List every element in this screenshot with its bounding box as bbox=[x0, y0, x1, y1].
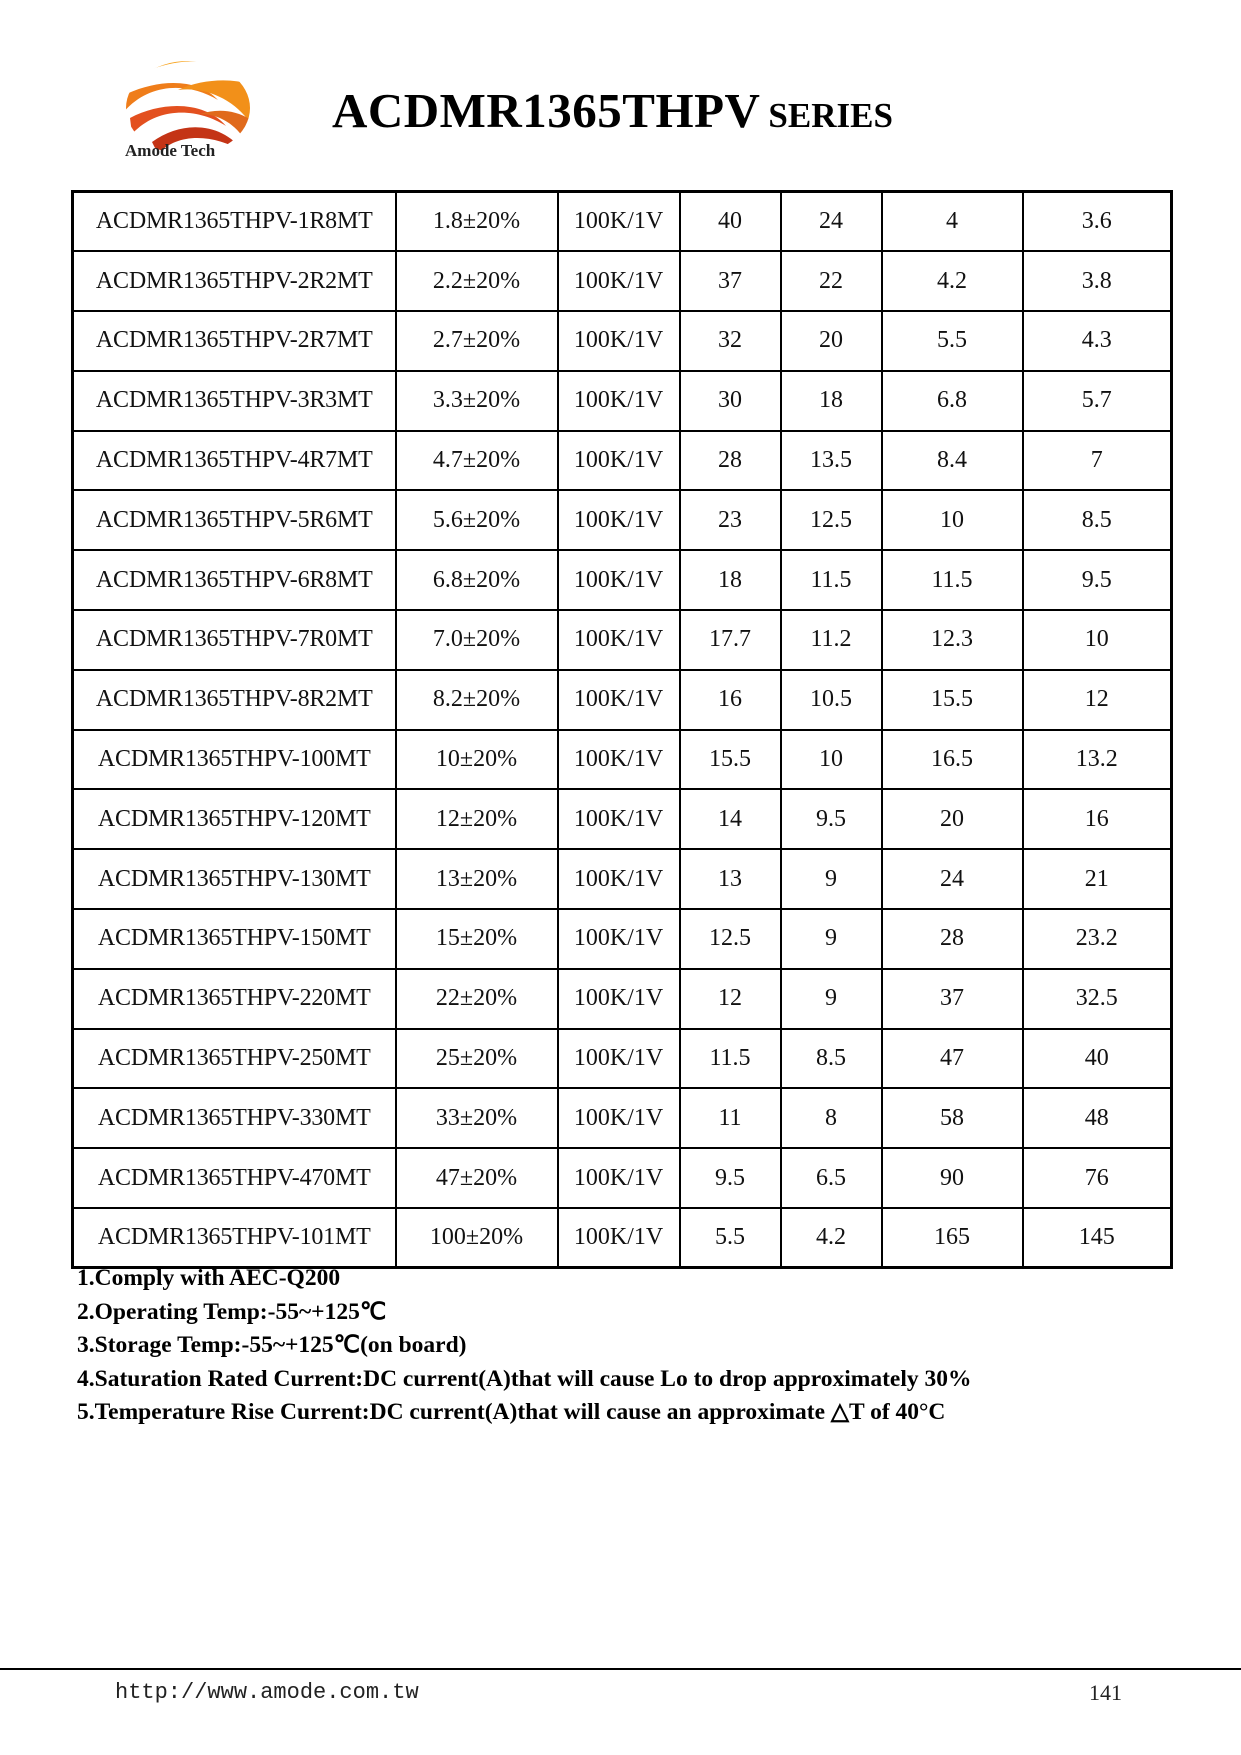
table-cell: 3.6 bbox=[1023, 192, 1172, 252]
note-item: 5.Temperature Rise Current:DC current(A)that will cause an approximate △T of 40°C bbox=[77, 1399, 946, 1425]
table-cell: 145 bbox=[1023, 1208, 1172, 1268]
table-cell: 11.5 bbox=[882, 550, 1023, 610]
note-item: 4.Saturation Rated Current:DC current(A)that will cause Lo to drop approximately 30% bbox=[77, 1365, 972, 1392]
table-cell: 6.5 bbox=[781, 1148, 882, 1208]
part-number-cell: ACDMR1365THPV-3R3MT bbox=[73, 371, 396, 431]
table-cell: 9.5 bbox=[680, 1148, 781, 1208]
table-cell: 37 bbox=[680, 251, 781, 311]
table-cell: 100K/1V bbox=[558, 789, 680, 849]
table-cell: 20 bbox=[882, 789, 1023, 849]
notes-list bbox=[77, 1262, 971, 1430]
part-number-cell: ACDMR1365THPV-8R2MT bbox=[73, 670, 396, 730]
part-number-cell: ACDMR1365THPV-470MT bbox=[73, 1148, 396, 1208]
footer-divider bbox=[0, 1668, 1241, 1670]
table-cell: 12.5 bbox=[781, 490, 882, 550]
table-cell: 23.2 bbox=[1023, 909, 1172, 969]
table-cell: 47±20% bbox=[396, 1148, 558, 1208]
part-number-cell: ACDMR1365THPV-7R0MT bbox=[73, 610, 396, 670]
series-suffix: SERIES bbox=[768, 96, 893, 135]
table-cell: 22±20% bbox=[396, 969, 558, 1029]
table-cell: 6.8 bbox=[882, 371, 1023, 431]
part-number-cell: ACDMR1365THPV-100MT bbox=[73, 730, 396, 790]
table-cell: 40 bbox=[1023, 1029, 1172, 1089]
part-number-cell: ACDMR1365THPV-101MT bbox=[73, 1208, 396, 1268]
table-cell: 2.2±20% bbox=[396, 251, 558, 311]
table-cell: 24 bbox=[781, 192, 882, 252]
table-cell: 8.5 bbox=[781, 1029, 882, 1089]
table-row bbox=[73, 1148, 1172, 1208]
table-cell: 33±20% bbox=[396, 1088, 558, 1148]
table-cell: 100K/1V bbox=[558, 1148, 680, 1208]
table-cell: 2.7±20% bbox=[396, 311, 558, 371]
table-cell: 100K/1V bbox=[558, 311, 680, 371]
table-cell: 13±20% bbox=[396, 849, 558, 909]
company-name: Amode Tech bbox=[125, 141, 216, 160]
table-cell: 4.7±20% bbox=[396, 431, 558, 491]
table-cell: 47 bbox=[882, 1029, 1023, 1089]
table-row bbox=[73, 311, 1172, 371]
table-cell: 48 bbox=[1023, 1088, 1172, 1148]
table-row bbox=[73, 550, 1172, 610]
table-cell: 4.2 bbox=[781, 1208, 882, 1268]
note-item: 3.Storage Temp:-55~+125℃(on board) bbox=[77, 1332, 467, 1358]
table-cell: 58 bbox=[882, 1088, 1023, 1148]
table-cell: 100K/1V bbox=[558, 1208, 680, 1268]
table-row bbox=[73, 490, 1172, 550]
table-row bbox=[73, 909, 1172, 969]
table-cell: 13.2 bbox=[1023, 730, 1172, 790]
part-number-cell: ACDMR1365THPV-130MT bbox=[73, 849, 396, 909]
table-cell: 76 bbox=[1023, 1148, 1172, 1208]
table-row bbox=[73, 251, 1172, 311]
table-row bbox=[73, 431, 1172, 491]
table-cell: 16 bbox=[1023, 789, 1172, 849]
table-cell: 9.5 bbox=[1023, 550, 1172, 610]
table-cell: 9 bbox=[781, 849, 882, 909]
table-cell: 100K/1V bbox=[558, 909, 680, 969]
table-cell: 10 bbox=[781, 730, 882, 790]
table-cell: 12.5 bbox=[680, 909, 781, 969]
table-row bbox=[73, 192, 1172, 252]
table-cell: 32.5 bbox=[1023, 969, 1172, 1029]
table-cell: 18 bbox=[680, 550, 781, 610]
table-cell: 8.5 bbox=[1023, 490, 1172, 550]
table-cell: 165 bbox=[882, 1208, 1023, 1268]
part-number-cell: ACDMR1365THPV-2R2MT bbox=[73, 251, 396, 311]
part-number-cell: ACDMR1365THPV-5R6MT bbox=[73, 490, 396, 550]
table-cell: 100K/1V bbox=[558, 670, 680, 730]
table-row bbox=[73, 849, 1172, 909]
table-cell: 100K/1V bbox=[558, 849, 680, 909]
table-cell: 18 bbox=[781, 371, 882, 431]
part-number-cell: ACDMR1365THPV-4R7MT bbox=[73, 431, 396, 491]
table-row bbox=[73, 789, 1172, 849]
table-cell: 23 bbox=[680, 490, 781, 550]
table-cell: 10 bbox=[882, 490, 1023, 550]
table-cell: 12 bbox=[1023, 670, 1172, 730]
table-cell: 100K/1V bbox=[558, 490, 680, 550]
table-row bbox=[73, 730, 1172, 790]
part-number-cell: ACDMR1365THPV-150MT bbox=[73, 909, 396, 969]
table-cell: 1.8±20% bbox=[396, 192, 558, 252]
table-cell: 30 bbox=[680, 371, 781, 431]
part-number-cell: ACDMR1365THPV-1R8MT bbox=[73, 192, 396, 252]
table-cell: 28 bbox=[680, 431, 781, 491]
table-cell: 90 bbox=[882, 1148, 1023, 1208]
table-cell: 12 bbox=[680, 969, 781, 1029]
note-item: 2.Operating Temp:-55~+125℃ bbox=[77, 1298, 387, 1325]
table-cell: 9 bbox=[781, 969, 882, 1029]
footer-url: http://www.amode.com.tw bbox=[115, 1680, 419, 1705]
table-cell: 10 bbox=[1023, 610, 1172, 670]
table-cell: 100K/1V bbox=[558, 192, 680, 252]
table-cell: 4 bbox=[882, 192, 1023, 252]
table-cell: 25±20% bbox=[396, 1029, 558, 1089]
table-cell: 8.2±20% bbox=[396, 670, 558, 730]
part-number-cell: ACDMR1365THPV-120MT bbox=[73, 789, 396, 849]
table-cell: 9 bbox=[781, 909, 882, 969]
table-cell: 100K/1V bbox=[558, 1088, 680, 1148]
part-number-cell: ACDMR1365THPV-330MT bbox=[73, 1088, 396, 1148]
table-cell: 17.7 bbox=[680, 610, 781, 670]
table-row bbox=[73, 610, 1172, 670]
table-cell: 7 bbox=[1023, 431, 1172, 491]
table-cell: 100K/1V bbox=[558, 371, 680, 431]
table-cell: 37 bbox=[882, 969, 1023, 1029]
table-row bbox=[73, 1088, 1172, 1148]
part-number-cell: ACDMR1365THPV-6R8MT bbox=[73, 550, 396, 610]
table-cell: 15.5 bbox=[680, 730, 781, 790]
table-cell: 22 bbox=[781, 251, 882, 311]
table-cell: 15.5 bbox=[882, 670, 1023, 730]
table-cell: 100K/1V bbox=[558, 251, 680, 311]
table-cell: 12±20% bbox=[396, 789, 558, 849]
table-cell: 14 bbox=[680, 789, 781, 849]
table-cell: 11.5 bbox=[680, 1029, 781, 1089]
page-title bbox=[332, 82, 893, 139]
table-cell: 24 bbox=[882, 849, 1023, 909]
table-cell: 13 bbox=[680, 849, 781, 909]
table-cell: 100K/1V bbox=[558, 610, 680, 670]
table-cell: 9.5 bbox=[781, 789, 882, 849]
table-row bbox=[73, 371, 1172, 431]
series-name: ACDMR1365THPV bbox=[332, 83, 761, 138]
table-cell: 5.7 bbox=[1023, 371, 1172, 431]
table-row bbox=[73, 969, 1172, 1029]
table-cell: 100K/1V bbox=[558, 969, 680, 1029]
table-cell: 100±20% bbox=[396, 1208, 558, 1268]
table-cell: 16 bbox=[680, 670, 781, 730]
table-cell: 100K/1V bbox=[558, 431, 680, 491]
spec-table bbox=[71, 190, 1173, 1269]
table-cell: 100K/1V bbox=[558, 1029, 680, 1089]
table-cell: 4.3 bbox=[1023, 311, 1172, 371]
table-cell: 21 bbox=[1023, 849, 1172, 909]
table-row bbox=[73, 670, 1172, 730]
table-cell: 10.5 bbox=[781, 670, 882, 730]
table-cell: 8.4 bbox=[882, 431, 1023, 491]
table-cell: 5.5 bbox=[680, 1208, 781, 1268]
table-row bbox=[73, 1029, 1172, 1089]
table-cell: 4.2 bbox=[882, 251, 1023, 311]
page-number: 141 bbox=[1089, 1680, 1122, 1705]
table-cell: 32 bbox=[680, 311, 781, 371]
table-cell: 13.5 bbox=[781, 431, 882, 491]
table-cell: 10±20% bbox=[396, 730, 558, 790]
table-cell: 40 bbox=[680, 192, 781, 252]
table-cell: 15±20% bbox=[396, 909, 558, 969]
note-item: 1.Comply with AEC-Q200 bbox=[77, 1265, 341, 1291]
table-cell: 12.3 bbox=[882, 610, 1023, 670]
table-cell: 20 bbox=[781, 311, 882, 371]
table-cell: 5.5 bbox=[882, 311, 1023, 371]
table-cell: 3.3±20% bbox=[396, 371, 558, 431]
table-cell: 6.8±20% bbox=[396, 550, 558, 610]
table-cell: 3.8 bbox=[1023, 251, 1172, 311]
table-cell: 11.5 bbox=[781, 550, 882, 610]
table-cell: 7.0±20% bbox=[396, 610, 558, 670]
table-row bbox=[73, 1208, 1172, 1268]
table-cell: 11 bbox=[680, 1088, 781, 1148]
table-cell: 100K/1V bbox=[558, 730, 680, 790]
part-number-cell: ACDMR1365THPV-220MT bbox=[73, 969, 396, 1029]
table-cell: 16.5 bbox=[882, 730, 1023, 790]
table-cell: 8 bbox=[781, 1088, 882, 1148]
part-number-cell: ACDMR1365THPV-250MT bbox=[73, 1029, 396, 1089]
part-number-cell: ACDMR1365THPV-2R7MT bbox=[73, 311, 396, 371]
table-cell: 11.2 bbox=[781, 610, 882, 670]
table-cell: 5.6±20% bbox=[396, 490, 558, 550]
table-cell: 28 bbox=[882, 909, 1023, 969]
table-cell: 100K/1V bbox=[558, 550, 680, 610]
